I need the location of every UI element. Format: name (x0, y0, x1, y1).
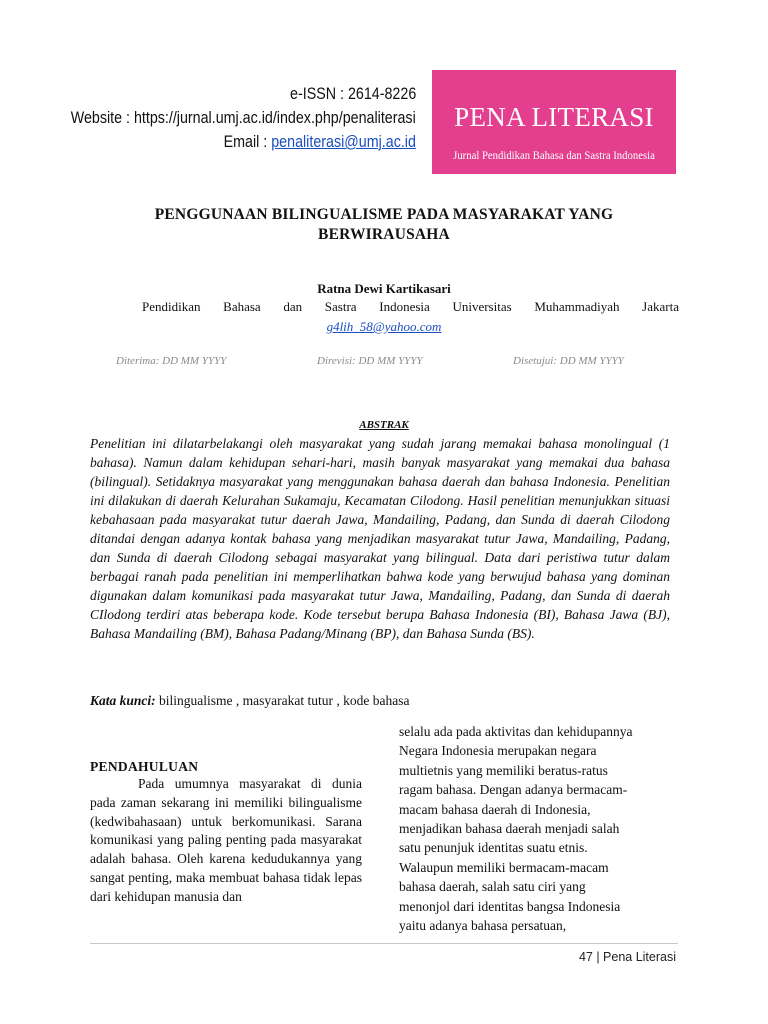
author-email (100, 319, 668, 335)
text-line: ragam bahasa. Dengan adanya bermacam- (399, 782, 628, 798)
text-line: menonjol dari identitas bangsa Indonesia (399, 898, 621, 914)
text-line: satu penunjuk identitas suatu etnis. (399, 840, 588, 856)
author-affiliation: Pendidikan Bahasa dan Sastra Indonesia Universitas Muhammadiyah Jakarta (142, 299, 679, 314)
email-line (224, 132, 416, 152)
article-title-line1: PENGGUNAAN BILINGUALISME PADA MASYARAKAT YANG (154, 206, 614, 223)
intro-right-column (397, 722, 677, 935)
footer-divider (90, 943, 678, 944)
banner-title: PENA LITERASI (454, 102, 654, 132)
text-line: macam bahasa daerah di Indonesia, (399, 801, 591, 817)
keywords-label: Kata kunci: (90, 693, 156, 708)
issn-text: e-ISSN : 2614-8226 (289, 84, 416, 103)
article-title-line2: BERWIRAUSAHA (318, 226, 450, 243)
section-heading-introduction: PENDAHULUAN (90, 759, 199, 774)
text-line: selalu ada pada aktivitas dan kehidupannya (399, 724, 633, 739)
approved-date: Disetujui: DD MM YYYY (513, 355, 624, 367)
text-line: yaitu adanya bahasa persatuan, (399, 918, 567, 934)
author-email-link[interactable]: g4lih_58@yahoo.com (326, 319, 442, 334)
abstract-heading: ABSTRAK (359, 419, 409, 431)
revised-date: Direvisi: DD MM YYYY (317, 355, 423, 367)
journal-banner (432, 70, 676, 174)
received-date: Diterima: DD MM YYYY (116, 355, 227, 367)
website-text: Website : https://jurnal.umj.ac.id/index.php/penaliterasi (70, 108, 416, 127)
intro-left-column: Pada umumnya masyarakat di dunia pada zaman sekarang ini memiliki bilingualisme (kedwibahasaan) untuk berkomunikasi. Sarana komunikasi yang paling penting pada masyarakat adalah bahasa. Oleh karena kedudukannya yang sangat penting, maka membuat bahasa tidak lepas dari kehidupan manusia dan (90, 776, 362, 904)
text-line: Walaupun memiliki bermacam-macam (399, 859, 609, 875)
author-name: Ratna Dewi Kartikasari (317, 281, 451, 296)
keywords (90, 693, 670, 709)
page-footer: 47 | Pena Literasi (578, 950, 676, 964)
email-label: Email : (223, 132, 272, 151)
text-line: bahasa daerah, salah satu ciri yang (399, 879, 586, 895)
journal-email-link[interactable]: penaliterasi@umj.ac.id (271, 132, 416, 151)
text-line: menjadikan bahasa daerah menjadi salah (399, 821, 620, 837)
keywords-list: bilingualisme , masyarakat tutur , kode bahasa (155, 693, 410, 708)
banner-subtitle: Jurnal Pendidikan Bahasa dan Sastra Indonesia (453, 150, 655, 162)
abstract-text: Penelitian ini dilatarbelakangi oleh masyarakat yang sudah jarang memakai bahasa monolingual (1 bahasa). Namun dalam kehidupan sehari-hari, masih banyak masyarakat yang memakai dua bahasa (bilingual). Setidaknya masyarakat yang menggunakan bahasa daerah dan bahasa Indonesia. Penelitian ini dilakukan di daerah Kelurahan Sukamaju, Kecamatan Cilodong. Hasil penelitian menunjukkan situasi kebahasaan pada masyarakat tutur daerah Jawa, Mandailing, Padang, dan Sunda di daerah Cilodong ditandai dengan adanya kontak bahasa yang menjadikan masyarakat tutur Jawa, Mandailing, Padang, dan Sunda di daerah Cilodong sebagai masyarakat yang bilingual. Data dari peristiwa tutur dalam berbagai ranah pada penelitian ini memperlihatkan bahwa kode yang berwujud bahasa yang dominan digunakan dalam komunikasi pada masyarakat tutur Jawa, Mandailing, Padang, dan Sunda di daerah CIlodong terdiri atas beberapa kode. Kode tersebut berupa Bahasa Indonesia (BI), Bahasa Jawa (BJ), Bahasa Mandailing (BM), Bahasa Padang/Minang (BP), dan Bahasa Sunda (BS). (90, 436, 670, 641)
text-line: Negara Indonesia merupakan negara (399, 743, 597, 759)
text-line: multietnis yang memiliki beratus-ratus (399, 762, 608, 778)
